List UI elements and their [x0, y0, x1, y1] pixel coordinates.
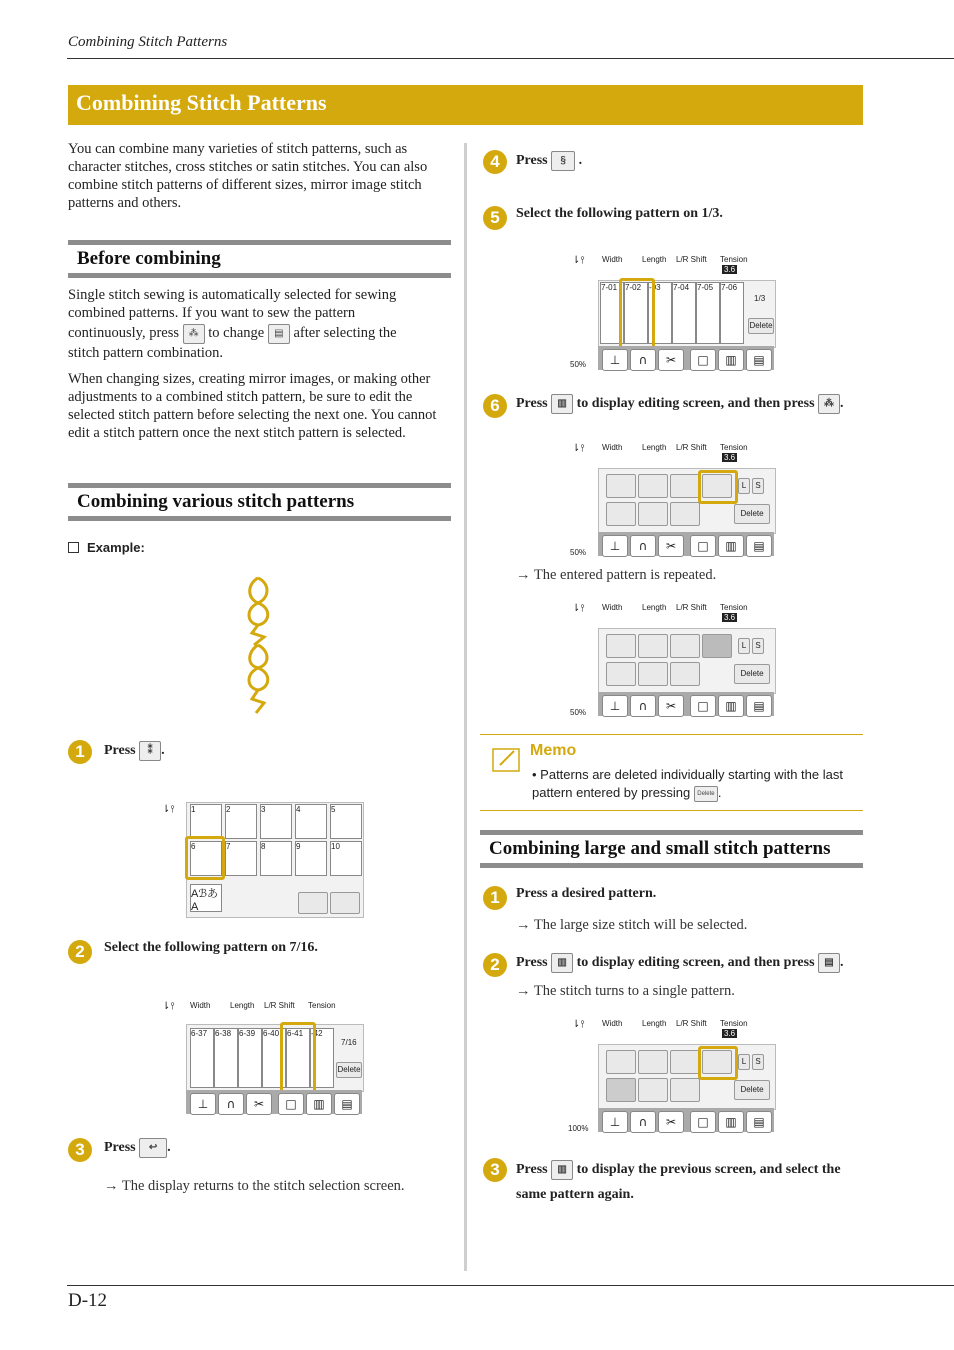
header-rule [67, 58, 954, 59]
scissors-icon[interactable]: ✂ [658, 695, 684, 717]
step-number: 3 [68, 1138, 92, 1162]
result-text: The display returns to the stitch selection screen. [121, 1178, 405, 1194]
presser-foot-icon: ⇂⫯ [162, 1001, 175, 1012]
tension-label: Tension [720, 443, 748, 452]
stitch-list-button[interactable] [606, 662, 636, 686]
result-text: The stitch turns to a single pattern. [533, 983, 735, 999]
single-continuous-icon: ⁂ [183, 324, 205, 344]
tension-label: Tension [720, 255, 748, 264]
step-number: 5 [483, 206, 507, 230]
screen-edit-2 [568, 600, 776, 718]
example-stitch-illustration [240, 573, 280, 718]
step-2-text: Select the following pattern on 7/16. [104, 940, 318, 955]
step-3-result: → The display returns to the stitch selection screen. [104, 1178, 405, 1194]
step-text: to display the previous screen, and select the same pattern again. [516, 1162, 841, 1202]
step-3-text: Press ↩ . [104, 1138, 171, 1158]
reinforce-button[interactable]: ∩ [630, 695, 656, 717]
before-paragraph-2: When changing sizes, creating mirror images, or making other adjustments to a combined stitch pattern, be sure to edit the selected stitch pattern before selecting the next one. You cannot edit a stitch pattern once the next stitch pattern is selected. [68, 371, 437, 441]
scissors-icon[interactable]: ✂ [658, 349, 684, 371]
continuous-stitch-icon: ▤ [268, 324, 290, 344]
pattern-cell[interactable]: 7-04 [672, 282, 696, 344]
step-text: Press [516, 396, 548, 412]
before-text-b: continuously, press [68, 325, 180, 341]
mirror-button[interactable] [606, 634, 636, 658]
step-text: to display editing screen, and then press [576, 955, 815, 971]
step-5-text: Select the following pattern on 1/3. [516, 206, 723, 221]
cursor-down-button[interactable] [670, 1078, 700, 1102]
size-large-button[interactable]: L [738, 638, 750, 654]
selection-highlight [698, 470, 738, 504]
tension-label: Tension [308, 1001, 336, 1010]
tension-label: Tension [720, 1019, 748, 1028]
cursor-up-button[interactable] [638, 502, 668, 526]
width-label: Width [602, 1019, 623, 1028]
screen-stitch-categories [158, 802, 364, 918]
step-number: 3 [483, 1158, 507, 1182]
step-1-text: Press ⁑ . [104, 741, 165, 761]
intro-paragraph: You can combine many varieties of stitch patterns, such as character stitches, cross stitches or satin stitches. You can also combine stitch patterns of different sizes, mirror image stitch patterns and others. [68, 141, 428, 211]
category-9[interactable]: 9 [295, 841, 327, 876]
delete-button[interactable]: Delete [734, 504, 770, 524]
category-1[interactable]: 1 [190, 804, 222, 839]
cursor-up-button[interactable] [638, 1078, 668, 1102]
size-small-button[interactable]: S [752, 638, 764, 654]
width-label: Width [602, 603, 623, 612]
category-4[interactable]: 4 [295, 804, 327, 839]
large-step-1-result: → The large size stitch will be selected. [516, 917, 748, 933]
bottom-toolbar [598, 346, 774, 370]
back-arrow-icon: ↩ [139, 1138, 167, 1158]
pattern-cell[interactable]: -03 [648, 282, 672, 344]
density-button[interactable] [670, 474, 700, 498]
result-text: The large size stitch will be selected. [533, 917, 748, 933]
memory-button[interactable]: □ [278, 1093, 304, 1115]
usb-icon[interactable] [330, 892, 360, 914]
length-label: Length [642, 603, 667, 612]
section-combining-various [68, 483, 451, 521]
before-paragraph-1 [68, 286, 451, 362]
length-label: Length [230, 1001, 255, 1010]
screen-pattern-1-3 [568, 252, 776, 370]
edit-screen-icon: ▥ [551, 394, 573, 414]
step-number: 6 [483, 394, 507, 418]
step-text: Press [516, 1162, 548, 1177]
category-6[interactable]: 6 [190, 841, 222, 876]
cursor-up-button[interactable] [638, 662, 668, 686]
large-step-3-text [516, 1157, 866, 1207]
pattern-cell[interactable]: 6-38 [214, 1028, 238, 1088]
tension-value: 3.6 [724, 613, 736, 622]
before-text-d: after selecting the [293, 325, 397, 341]
single-continuous-icon: ⁂ [818, 394, 840, 414]
edit-screen-icon: ▥ [551, 1160, 573, 1180]
continuous-button[interactable]: ▤ [746, 349, 772, 371]
delete-button[interactable]: Delete [734, 664, 770, 684]
mirror-vertical-button[interactable] [638, 474, 668, 498]
width-label: Width [190, 1001, 211, 1010]
presser-foot-icon: ⇂⫯ [572, 255, 585, 266]
mirror-vertical-button[interactable] [638, 634, 668, 658]
edit-button[interactable]: ▥ [306, 1093, 332, 1115]
scissors-icon[interactable]: ✂ [246, 1093, 272, 1115]
embroidery-button[interactable] [298, 892, 328, 914]
decorative-stitch-icon: § [551, 151, 575, 171]
selection-highlight [280, 1022, 316, 1094]
delete-button[interactable]: Delete [748, 318, 774, 334]
category-7[interactable]: 7 [225, 841, 257, 876]
memo-text: • Patterns are deleted individually starting with the last pattern entered by pressing Delete . [532, 767, 843, 800]
zoom-level: 50% [570, 548, 587, 557]
presser-foot-icon: ⇂⫯ [162, 804, 175, 815]
tension-value: 3.6 [724, 265, 736, 274]
category-8[interactable]: 8 [260, 841, 292, 876]
memory-button[interactable]: □ [690, 535, 716, 557]
zoom-level: 50% [570, 360, 587, 369]
pattern-cell[interactable]: 6-39 [238, 1028, 262, 1088]
tension-value: 3.6 [724, 1029, 736, 1038]
mirror-button[interactable] [606, 474, 636, 498]
step-text: Press [104, 1140, 136, 1156]
before-text-e: stitch pattern combination. [68, 345, 224, 361]
edit-button[interactable]: ▥ [718, 349, 744, 371]
footer-rule [67, 1285, 954, 1286]
edit-button[interactable]: ▥ [718, 1111, 744, 1133]
screen-edit-3 [568, 1016, 776, 1134]
bottom-toolbar [186, 1090, 362, 1114]
page-number: D-12 [68, 1290, 108, 1311]
large-step-2-text: Press ▥ to display editing screen, and then press ▤ . [516, 953, 844, 973]
continuous-button[interactable]: ▤ [746, 695, 772, 717]
tension-value: 3.6 [724, 453, 736, 462]
delete-button[interactable]: Delete [734, 1080, 770, 1100]
step-number: 4 [483, 150, 507, 174]
presser-foot-button[interactable]: ⊥ [602, 535, 628, 557]
screen-edit-1 [568, 440, 776, 558]
reinforce-button[interactable]: ∩ [630, 349, 656, 371]
reinforce-button[interactable]: ∩ [218, 1093, 244, 1115]
zoom-level: 100% [568, 1124, 589, 1133]
continuous-button[interactable]: ▤ [746, 535, 772, 557]
presser-foot-icon: ⇂⫯ [572, 443, 585, 454]
selection-highlight [185, 836, 225, 880]
category-3[interactable]: 3 [260, 804, 292, 839]
pattern-cell[interactable]: 6-40 [262, 1028, 286, 1088]
continuous-button[interactable]: ▤ [334, 1093, 360, 1115]
density-button[interactable] [670, 634, 700, 658]
result-text: The entered pattern is repeated. [533, 567, 717, 583]
memory-button[interactable]: □ [690, 349, 716, 371]
example-text: Example: [87, 540, 145, 555]
continuous-stitch-icon: ▤ [818, 953, 840, 973]
bottom-toolbar [598, 532, 774, 556]
pattern-cell[interactable]: 7-02 [624, 282, 648, 344]
length-label: Length [642, 1019, 667, 1028]
memory-button[interactable]: □ [690, 695, 716, 717]
cursor-down-button[interactable] [670, 662, 700, 686]
step-text: Press [516, 153, 548, 169]
pattern-cell[interactable]: 7-06 [720, 282, 744, 344]
large-step-1-text: Press a desired pattern. [516, 886, 657, 901]
category-2[interactable]: 2 [225, 804, 257, 839]
presser-foot-button[interactable]: ⊥ [602, 695, 628, 717]
tension-label: Tension [720, 603, 748, 612]
running-header: Combining Stitch Patterns [68, 34, 228, 50]
lr-shift-label: L/R Shift [676, 443, 707, 452]
presser-foot-button[interactable]: ⊥ [190, 1093, 216, 1115]
width-label: Width [602, 255, 623, 264]
reinforce-button[interactable]: ∩ [630, 1111, 656, 1133]
presser-foot-button[interactable]: ⊥ [602, 349, 628, 371]
screen-pattern-7-16 [158, 998, 364, 1116]
edit-button[interactable]: ▥ [718, 535, 744, 557]
edit-screen-icon: ▥ [551, 953, 573, 973]
lr-shift-label: L/R Shift [264, 1001, 295, 1010]
pattern-cell[interactable]: 6-41 [286, 1028, 310, 1088]
stitch-list-button[interactable] [606, 1078, 636, 1102]
memo-body: Patterns are deleted individually starting with the last pattern entered by pressing [532, 767, 843, 800]
page-title: Combining Stitch Patterns [76, 90, 327, 115]
reinforce-button[interactable]: ∩ [630, 535, 656, 557]
size-small-button[interactable]: S [752, 1054, 764, 1070]
step-number: 2 [68, 940, 92, 964]
before-text-a: Single stitch sewing is automatically selected for sewing combined patterns. If you want to sew the pattern [68, 287, 397, 321]
lr-shift-label: L/R Shift [676, 255, 707, 264]
section-before-combining [68, 240, 451, 278]
pattern-button-icon: ⁑ [139, 741, 161, 761]
selection-highlight [619, 278, 655, 350]
selection-highlight [698, 1046, 738, 1080]
zoom-level: 50% [570, 708, 587, 717]
mirror-vertical-button[interactable] [638, 1050, 668, 1074]
stitch-list-button[interactable] [606, 502, 636, 526]
size-large-button[interactable]: L [738, 1054, 750, 1070]
memo-box [480, 734, 863, 811]
pattern-cell[interactable]: -42 [310, 1028, 334, 1088]
single-continuous-button[interactable] [702, 634, 732, 658]
size-large-button[interactable]: L [738, 478, 750, 494]
section-heading: Combining various stitch patterns [77, 491, 355, 512]
step-number: 1 [68, 740, 92, 764]
lr-shift-label: L/R Shift [676, 603, 707, 612]
edit-button[interactable]: ▥ [718, 695, 744, 717]
density-button[interactable] [670, 1050, 700, 1074]
size-small-button[interactable]: S [752, 478, 764, 494]
page-indicator: 7/16 [341, 1038, 357, 1047]
step-4-text: Press § . [516, 151, 582, 171]
step-6-text: Press ▥ to display editing screen, and then press ⁂ . [516, 394, 844, 414]
pattern-cell[interactable]: 6-37 [190, 1028, 214, 1088]
mirror-button[interactable] [606, 1050, 636, 1074]
pattern-cell[interactable]: 7-05 [696, 282, 720, 344]
page-indicator: 1/3 [754, 294, 766, 303]
before-text-c: to change [208, 325, 265, 341]
lr-shift-label: L/R Shift [676, 1019, 707, 1028]
presser-foot-icon: ⇂⫯ [572, 1019, 585, 1030]
scissors-icon[interactable]: ✂ [658, 535, 684, 557]
delete-key-icon: Delete [694, 786, 718, 802]
step-text: Press [104, 743, 136, 759]
length-label: Length [642, 255, 667, 264]
scissors-icon[interactable]: ✂ [658, 1111, 684, 1133]
memory-button[interactable]: □ [690, 1111, 716, 1133]
title-bar [68, 85, 863, 125]
memo-title: Memo [530, 742, 577, 759]
bottom-toolbar [598, 692, 774, 716]
column-divider [464, 143, 467, 1271]
section-large-small [480, 830, 863, 868]
step-number: 1 [483, 886, 507, 910]
step-text: Press [516, 955, 548, 971]
bottom-toolbar [598, 1108, 774, 1132]
large-step-2-result: → The stitch turns to a single pattern. [516, 983, 735, 999]
width-label: Width [602, 443, 623, 452]
step-number: 2 [483, 953, 507, 977]
section-heading: Combining large and small stitch patterns [489, 838, 831, 859]
pattern-cell[interactable]: 7-01 [600, 282, 624, 344]
example-label [68, 540, 145, 555]
continuous-button[interactable]: ▤ [746, 1111, 772, 1133]
character-category[interactable]: AℬあA [190, 884, 222, 912]
cursor-down-button[interactable] [670, 502, 700, 526]
presser-foot-icon: ⇂⫯ [572, 603, 585, 614]
section-heading: Before combining [77, 248, 221, 269]
category-5[interactable]: 5 [330, 804, 362, 839]
memo-icon [492, 745, 522, 773]
step-text: to display editing screen, and then press [576, 396, 815, 412]
category-10[interactable]: 10 [330, 841, 362, 876]
step-6-result: → The entered pattern is repeated. [516, 567, 717, 583]
delete-button[interactable]: Delete [336, 1062, 362, 1078]
presser-foot-button[interactable]: ⊥ [602, 1111, 628, 1133]
length-label: Length [642, 443, 667, 452]
